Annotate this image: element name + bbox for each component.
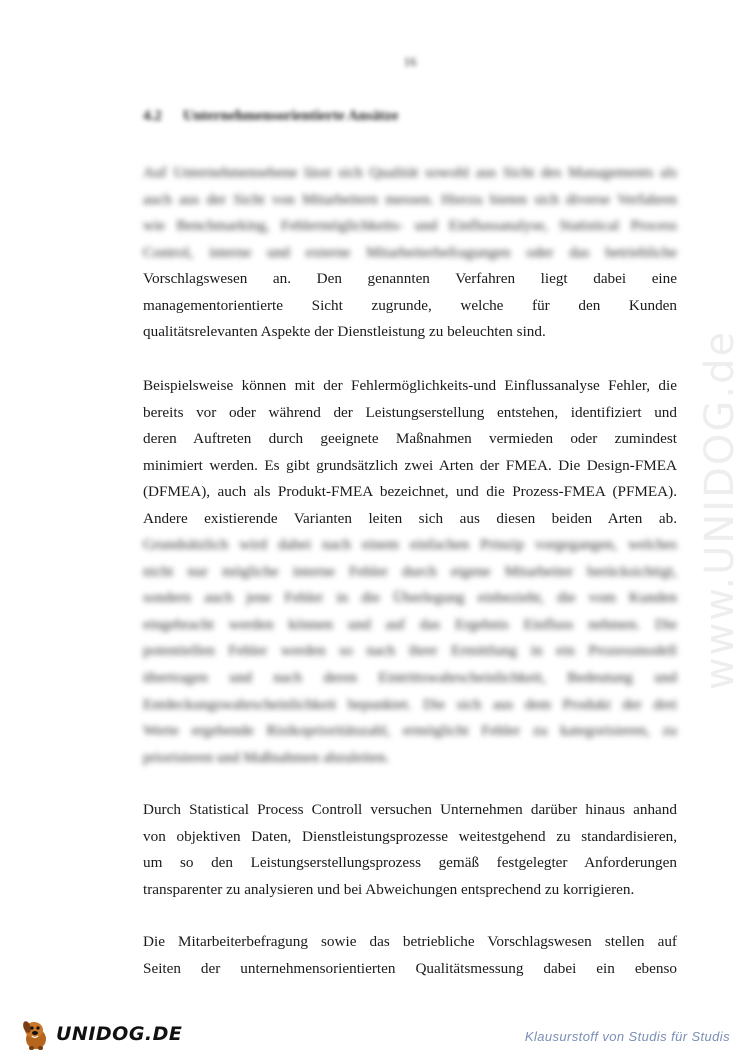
text-line: nicht nur mögliche interne Fehler durch eigene Mitarbeiter berücksichtigt, — [143, 562, 677, 580]
paragraph-2 — [143, 373, 677, 533]
text-line: wie Benchmarking, Fehlermöglichkeits- und Einflussanalyse, Statistical Process — [143, 217, 677, 235]
text-line: übertragen und nach deren Eintrittswahrscheinlichkeit, Bedeutung und — [143, 668, 677, 686]
text-line: transparenter zu analysieren und bei Abweichungen entsprechend zu korrigieren. — [143, 880, 635, 898]
text-line: Seiten der unternehmensorientierten Qualitätsmessung dabei ein ebenso — [143, 959, 677, 977]
text-line: deren Auftreten durch geeignete Maßnahmen vermieden oder zumindest — [143, 430, 677, 448]
footer-tagline: Klausurstoff von Studis für Studis — [524, 1029, 730, 1044]
text-line: Grundsätzlich wird dabei nach einem einfachen Prinzip vorgegangen, welches — [143, 536, 677, 553]
text-line: Auf Unternehmensebene lässt sich Qualität sowohl aus Sicht des Managements als — [143, 164, 677, 181]
text-line: Die Mitarbeiterbefragung sowie das betriebliche Vorschlagswesen stellen auf — [143, 933, 677, 950]
paragraph-4 — [143, 929, 677, 982]
paragraph-1 — [143, 266, 677, 346]
text-line: managementorientierte Sicht zugrunde, welche für den Kunden — [143, 296, 677, 314]
page-number: 16 — [403, 54, 417, 69]
text-line: auch aus der Sicht von Mitarbeitern messen. Hierzu bieten sich diverse Verfahren — [143, 190, 677, 208]
watermark-text: www.UNIDOG.de — [697, 329, 743, 691]
text-line: sondern auch jene Fehler in die Überlegung einbezieht, die vom Kunden — [143, 589, 677, 607]
dog-mascot-icon — [20, 1017, 52, 1051]
paragraph-2-blurred — [143, 532, 677, 771]
paragraph-1-blurred — [143, 160, 677, 266]
text-line: eingebracht werden können und auf das Ergebnis Einfluss nehmen. Die — [143, 615, 677, 633]
text-line: Durch Statistical Process Controll versuchen Unternehmen darüber hinaus anhand — [143, 801, 677, 818]
section-title: Unternehmensorientierte Ansätze — [183, 108, 399, 124]
text-line: von objektiven Daten, Dienstleistungsprozesse weitestgehend zu standardisieren, — [143, 827, 677, 845]
section-number: 4.2 — [143, 108, 162, 124]
section-heading — [143, 108, 683, 125]
text-line: potentiellen Fehler werden so nach ihrer Ermittlung in ein Prozessmodell — [143, 642, 677, 660]
text-line: Vorschlagswesen an. Den genannten Verfahren liegt dabei eine — [143, 270, 677, 287]
text-line: bereits vor oder während der Leistungserstellung entstehen, identifiziert und — [143, 403, 677, 421]
footer-logo[interactable] — [20, 1014, 182, 1054]
text-line: Control, interne und externe Mitarbeiterbefragungen oder das betriebliche — [143, 243, 677, 261]
text-line: priorisieren und Maßnahmen abzuleiten. — [143, 748, 390, 766]
text-line: Beispielsweise können mit der Fehlermöglichkeits-und Einflussanalyse Fehler, die — [143, 377, 677, 394]
text-line: um so den Leistungserstellungsprozess gemäß festgelegter Anforderungen — [143, 854, 677, 872]
text-line: Andere existierende Varianten leiten sich aus diesen beiden Arten ab. — [143, 509, 677, 527]
paragraph-3 — [143, 797, 677, 903]
logo-text: UNIDOG.DE — [56, 1023, 183, 1045]
watermark — [697, 280, 743, 740]
text-line: Entdeckungswahrscheinlichkeit bepunktet. Die sich aus dem Produkt der drei — [143, 695, 677, 713]
text-line: (DFMEA), auch als Produkt-FMEA bezeichnet, und die Prozess-FMEA (PFMEA). — [143, 483, 677, 501]
text-line: qualitätsrelevanten Aspekte der Dienstleistung zu beleuchten sind. — [143, 323, 546, 341]
text-line: Werte ergebende Risikoprioritätszahl, ermöglicht Fehler zu kategorisieren, zu — [143, 722, 677, 740]
text-line: minimiert werden. Es gibt grundsätzlich zwei Arten der FMEA. Die Design-FMEA — [143, 456, 677, 474]
